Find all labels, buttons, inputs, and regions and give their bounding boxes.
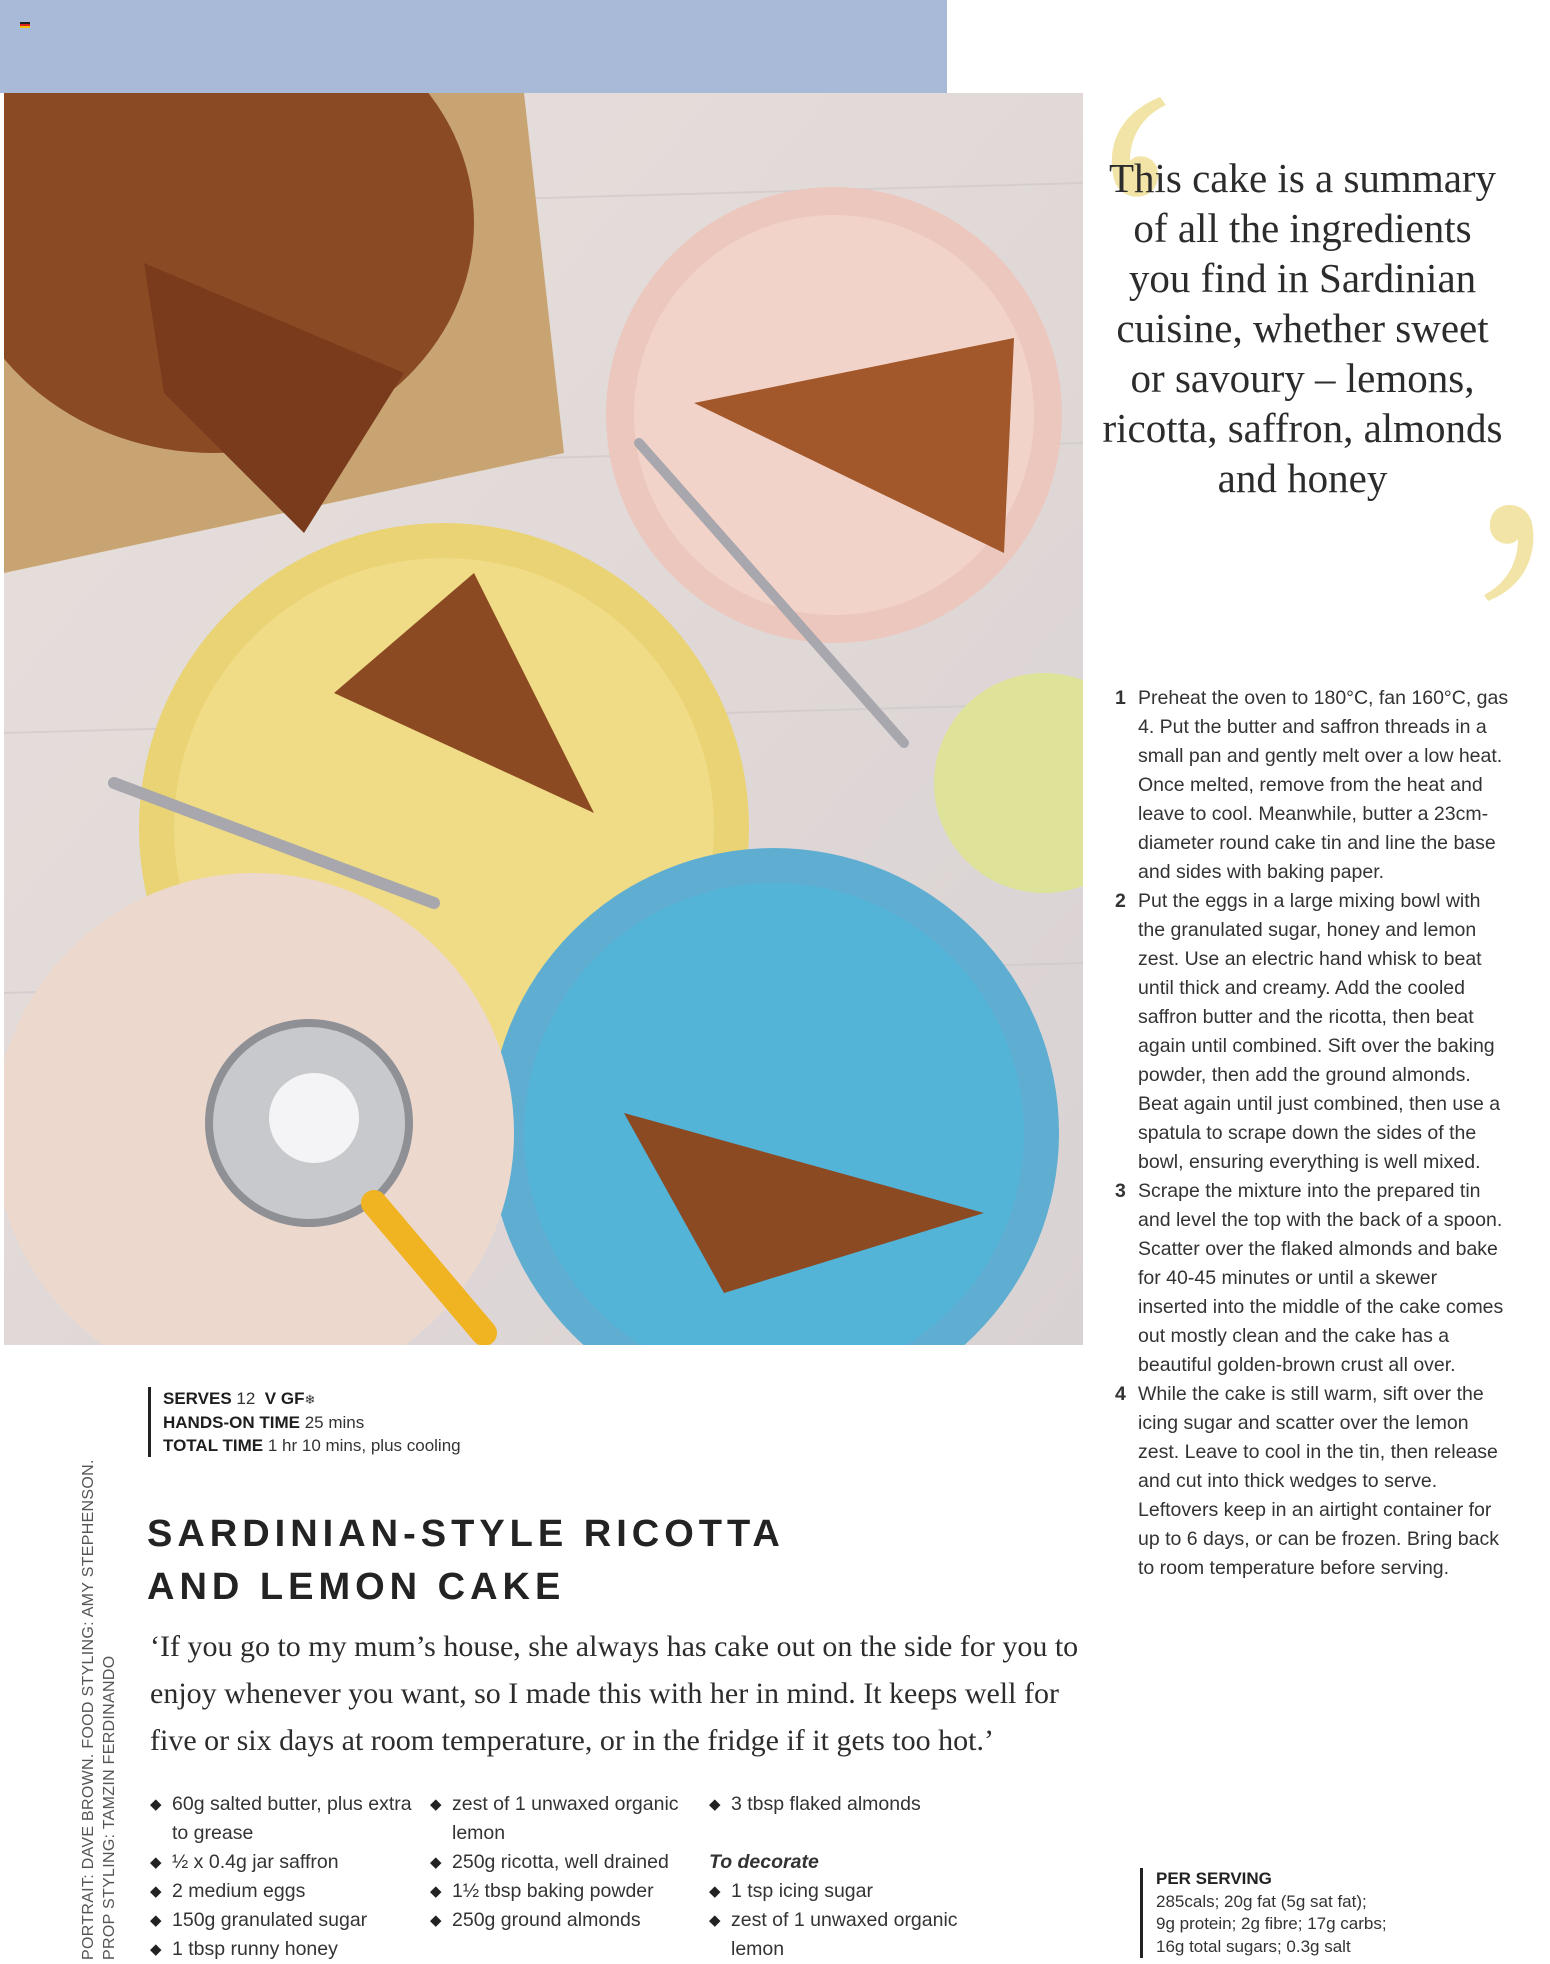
quote-text: This cake is a summary of all the ingredients you find in Sardinian cuisine, whether sweet or savoury – lemons, ricotta, saffron, almonds and honey [1102,155,1503,501]
total-time-line [163,1434,461,1457]
close-quote-mark-icon [1480,495,1542,605]
step-number: 2 [1115,890,1126,912]
step-text: While the cake is still warm, sift over the icing sugar and scatter over the lemon zest. Leave to cool in the tin, then release and cut into thick wedges to serve. Leftovers keep in an airtight container for up to 6 days, or can be frozen. Bring back to room temperature before serving. [1138,1383,1499,1579]
title-line-1: SARDINIAN-STYLE RICOTTA [147,1513,785,1555]
step-text: Preheat the oven to 180°C, fan 160°C, gas 4. Put the butter and saffron threads in a small pan and gently melt over a low heat. Once melted, remove from the heat and leave to cool. Meanwhile, butter a 23cm-diameter round cake tin and line the base and sides with baking paper. [1138,687,1509,883]
title-line-2: AND LEMON CAKE [147,1566,566,1608]
decorate-item: ◆ 1 tsp icing sugar [709,1877,979,1906]
ingredient-item: ◆ 1 tbsp runny honey [150,1935,420,1964]
step-number: 3 [1115,1180,1126,1202]
nutrition-line: 285cals; 20g fat (5g sat fat); [1156,1891,1367,1911]
cake-photo-illustration [4,93,1083,1345]
decorate-item: ◆ zest of 1 unwaxed organic lemon [709,1906,979,1964]
recipe-photo [4,93,1083,1345]
ingredient-item: ◆ 2 medium eggs [150,1877,420,1906]
ingredient-item: ◆ 1½ tbsp baking powder [430,1877,700,1906]
method-step [1115,1380,1510,1583]
ingredient-item: ◆ 60g salted butter, plus extra to grease [150,1790,420,1848]
total-time-label: TOTAL TIME [163,1436,264,1455]
credits-line: PROP STYLING: TAMZIN FERDINANDO [101,1655,118,1960]
step-number: 4 [1115,1383,1126,1405]
hands-on-label: HANDS-ON TIME [163,1413,300,1432]
nutrition-line: 16g total sugars; 0.3g salt [1156,1936,1351,1956]
ingredient-item: ◆ 250g ricotta, well drained [430,1848,700,1877]
method-step [1115,887,1510,1177]
snowflake-icon: ❄ [304,1392,316,1407]
recipe-title [147,1508,785,1614]
step-text: Scrape the mixture into the prepared tin and level the top with the back of a spoon. Scatter over the flaked almonds and bake for 40-45 minutes or until a skewer inserted into the middle of the cake comes out mostly clean and the cake has a beautiful golden-brown crust all over. [1138,1180,1504,1376]
photo-credits [78,1360,120,1960]
nutrition-info [1140,1868,1387,1958]
recipe-intro: ‘If you go to my mum’s house, she always has cake out on the side for you to enjoy whenever you want, so I made this with her in mind. It keeps well for five or six days at room temperature, or in the fridge if it gets too hot.’ [150,1630,1079,1757]
hands-on-value: 25 mins [304,1413,365,1432]
dietary-tags: V GF [264,1389,305,1408]
method-step [1115,684,1510,887]
nutrition-line: 9g protein; 2g fibre; 17g carbs; [1156,1914,1387,1933]
pull-quote [1100,95,1550,615]
flag-icon [20,22,30,28]
ingredient-item: ◆ 3 tbsp flaked almonds [709,1790,979,1819]
decorate-heading: To decorate [709,1851,819,1873]
serves-value: 12 [236,1389,256,1408]
ingredients-column-2 [430,1790,700,1935]
serves-label: SERVES [163,1389,232,1408]
step-number: 1 [1115,687,1126,709]
serves-line [163,1387,461,1411]
nutrition-heading: PER SERVING [1156,1869,1272,1888]
ingredient-item: ◆ 150g granulated sugar [150,1906,420,1935]
ingredient-item: ◆ 250g ground almonds [430,1906,700,1935]
ingredient-item: ◆ zest of 1 unwaxed organic lemon [430,1790,700,1848]
method-steps [1115,684,1510,1583]
recipe-meta [148,1387,461,1457]
header-color-band [0,0,947,93]
method-step [1115,1177,1510,1380]
credits-line: PORTRAIT: DAVE BROWN. FOOD STYLING: AMY STEPHENSON. [80,1459,97,1960]
hands-on-line [163,1411,461,1434]
ingredients-column-1 [150,1790,420,1964]
total-time-value: 1 hr 10 mins, plus cooling [267,1436,461,1455]
step-text: Put the eggs in a large mixing bowl with the granulated sugar, honey and lemon zest. Use an electric hand whisk to beat until thick and creamy. Add the cooled saffron butter and the ricotta, then beat again until combined. Sift over the baking powder, then add the ground almonds. Beat again until just combined, then use a spatula to scrape down the sides of the bowl, ensuring everything is well mixed. [1138,890,1501,1173]
ingredient-item: ◆ ½ x 0.4g jar saffron [150,1848,420,1877]
ingredients-column-3 [709,1790,979,1964]
